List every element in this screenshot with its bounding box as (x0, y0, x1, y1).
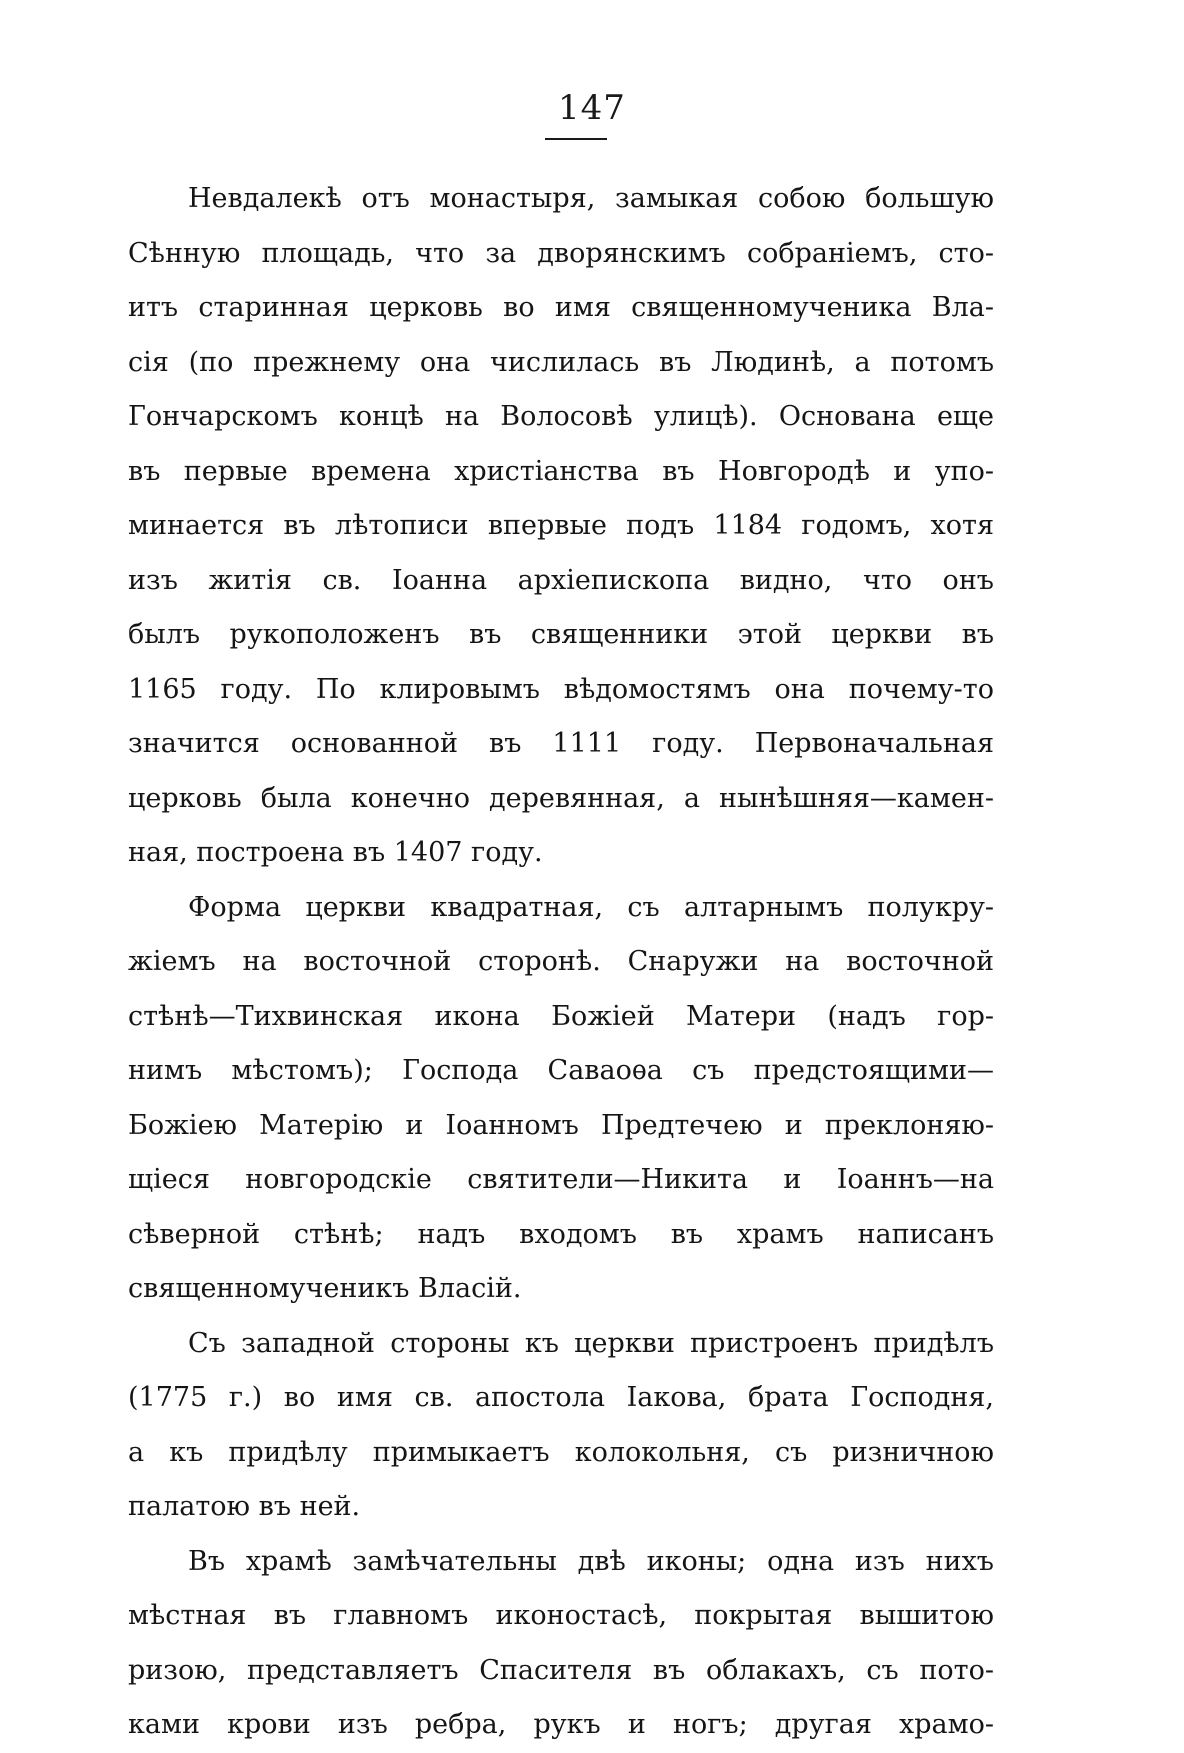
text-line: Съ западной стороны къ церкви пристроенъ придѣлъ (188, 1327, 994, 1359)
text-line: минается въ лѣтописи впервые подъ 1184 годомъ, хотя (128, 510, 994, 541)
text-line: священномученикъ Власій. (128, 1273, 522, 1304)
text-line: ризою, представляетъ Спасителя въ облакахъ, съ пото- (128, 1654, 994, 1686)
text-line: мѣстная въ главномъ иконостасѣ, покрытая вышитою (128, 1600, 994, 1631)
text-line: въ первые времена христіанства въ Новгородѣ и упо- (128, 455, 994, 487)
text-line: Невдалекѣ отъ монастыря, замыкая собою большую (188, 183, 994, 214)
text-line: ная, построена въ 1407 году. (128, 837, 543, 868)
text-line: сѣверной стѣнѣ; надъ входомъ въ храмъ написанъ (128, 1218, 994, 1250)
text-line: Божіею Матерію и Іоанномъ Предтечею и преклоняю- (128, 1109, 994, 1141)
text-line: изъ житія св. Іоанна архіепископа видно, что онъ (128, 564, 994, 596)
text-line: 1165 году. По клировымъ вѣдомостямъ она почему-то (128, 673, 994, 705)
text-line: итъ старинная церковь во имя священномученика Вла- (128, 292, 994, 323)
text-line: а къ придѣлу примыкаетъ колокольня, съ ризничною (128, 1436, 994, 1468)
text-line: Сѣнную площадь, что за дворянскимъ собраніемъ, сто- (128, 237, 994, 269)
text-line: церковь была конечно деревянная, а нынѣшняя—камен- (128, 782, 994, 814)
text-line: сія (по прежнему она числилась въ Людинѣ, а потомъ (128, 346, 994, 378)
text-line: значится основанной въ 1111 году. Первоначальная (128, 728, 994, 759)
body-text (128, 172, 994, 1753)
text-line: Форма церкви квадратная, съ алтарнымъ полукру- (188, 891, 994, 923)
text-line: Въ храмѣ замѣчательны двѣ иконы; одна изъ нихъ (188, 1545, 994, 1577)
text-line: щіеся новгородскіе святители—Никита и Іоаннъ—на (128, 1164, 994, 1195)
page-number-rule (545, 138, 607, 140)
text-line: жіемъ на восточной сторонѣ. Снаружи на восточной (128, 946, 994, 977)
text-line: стѣнѣ—Тихвинская икона Божіей Матери (надъ гор- (128, 1000, 994, 1032)
text-line: (1775 г.) во имя св. апостола Іакова, брата Господня, (128, 1382, 994, 1413)
page-number: 147 (558, 88, 626, 128)
text-line: палатою въ ней. (128, 1491, 361, 1522)
text-line: былъ рукоположенъ въ священники этой церкви въ (128, 619, 994, 650)
text-line: Гончарскомъ концѣ на Волосовѣ улицѣ). Основана еще (128, 401, 994, 432)
text-line: нимъ мѣстомъ); Господа Саваоѳа съ предстоящими— (128, 1055, 994, 1086)
text-line: ками крови изъ ребра, рукъ и ногъ; другая храмо- (128, 1709, 994, 1740)
